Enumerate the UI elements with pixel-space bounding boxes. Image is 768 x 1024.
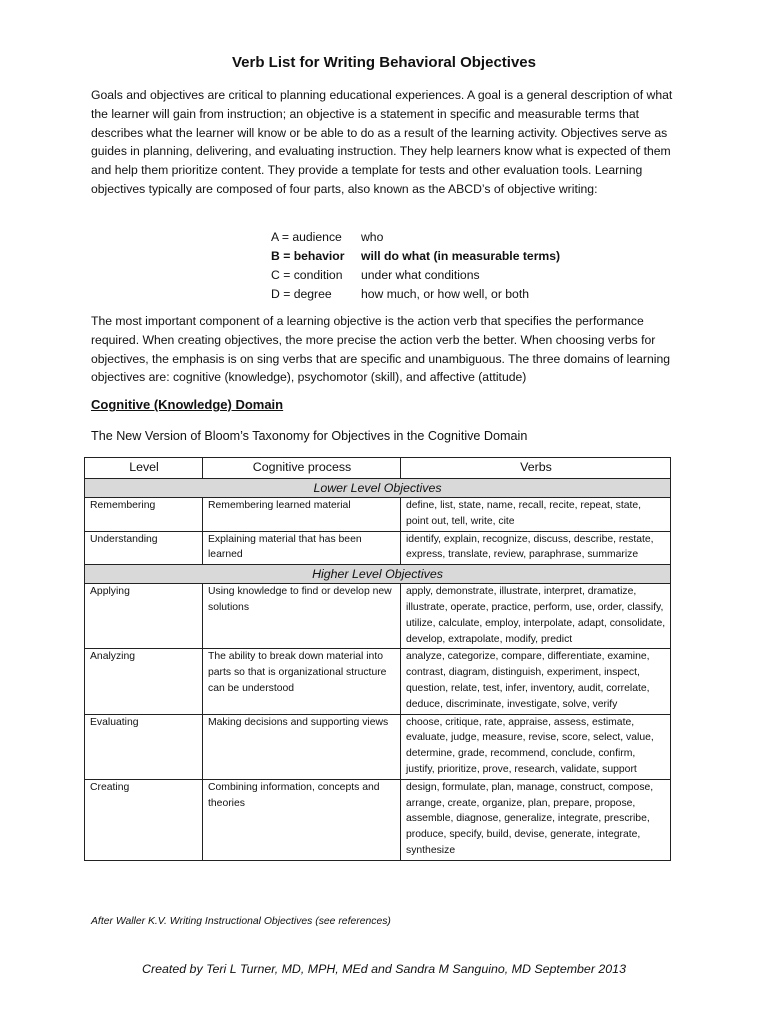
table-row [85, 714, 671, 779]
cell-level: Analyzing [85, 649, 203, 714]
cell-process: The ability to break down material into parts so that is organizational structure can be understood [203, 649, 401, 714]
table-row [85, 779, 671, 860]
table-row [85, 531, 671, 565]
table-row [85, 584, 671, 649]
cell-process: Remembering learned material [203, 498, 401, 532]
cell-verbs: apply, demonstrate, illustrate, interpret, dramatize, illustrate, operate, practice, perform, use, order, classify, utilize, calculate, employ, interpolate, adapt, consolidate, develop, extrapolate, modify, predict [401, 584, 671, 649]
cell-verbs: design, formulate, plan, manage, construct, compose, arrange, create, organize, plan, prepare, propose, assemble, diagnose, generalize, integrate, prescribe, produce, specify, build, devise, generate, integrate, synthesize [401, 779, 671, 860]
cell-process: Making decisions and supporting views [203, 714, 401, 779]
cell-process: Using knowledge to find or develop new solutions [203, 584, 401, 649]
abcd-value: will do what (in measurable terms) [361, 249, 561, 263]
table-header-row [85, 458, 671, 479]
intro-paragraph: Goals and objectives are critical to planning educational experiences. A goal is a general description of what the learner will gain from instruction; an objective is a statement in specific and measurable terms that describes what the learner will know or be able to do as a result of the learning activity. Objectives serve as guides in planning, delivering, and evaluating instruction. They help learners know what is expected of them and help them prioritize content. They provide a template for tests and other evaluation tools. Learning objectives typically are composed of four parts, also known as the ABCD’s of objective writing: [91, 88, 673, 196]
abcd-row-condition [271, 266, 560, 285]
cell-level: Remembering [85, 498, 203, 532]
cell-process: Combining information, concepts and theories [203, 779, 401, 860]
cell-verbs: identify, explain, recognize, discuss, describe, restate, express, translate, review, paraphrase, summarize [401, 531, 671, 565]
table-row [85, 649, 671, 714]
action-verb-paragraph: The most important component of a learning objective is the action verb that specifies the performance required. When creating objectives, the more precise the action verb the better. When choosing verbs for objectives, the emphasis is on sing verbs that are specific and unambiguous. The three domains of learning objectives are: cognitive (knowledge), psychomotor (skill), and affective (attitude) [91, 314, 671, 385]
abcd-row-degree [271, 285, 560, 304]
header-level: Level [85, 458, 203, 479]
cell-verbs: analyze, categorize, compare, differentiate, examine, contrast, diagram, distinguish, experiment, inspect, question, relate, test, infer, inventory, audit, correlate, deduce, discriminate, investigate, solve, verify [401, 649, 671, 714]
abcd-key: A = audience [271, 230, 342, 244]
cell-level: Understanding [85, 531, 203, 565]
footer-credit: Created by Teri L Turner, MD, MPH, MEd and Sandra M Sanguino, MD September 2013 [142, 962, 626, 976]
group-row-higher [85, 565, 671, 584]
abcd-value: under what conditions [361, 268, 480, 282]
header-cognitive-process: Cognitive process [203, 458, 401, 479]
abcd-list [271, 228, 560, 304]
blooms-taxonomy-table [84, 457, 671, 861]
abcd-row-audience [271, 228, 560, 247]
cell-level: Creating [85, 779, 203, 860]
cell-level: Evaluating [85, 714, 203, 779]
table-caption: After Waller K.V. Writing Instructional Objectives (see references) [91, 916, 391, 927]
header-verbs: Verbs [401, 458, 671, 479]
cell-verbs: choose, critique, rate, appraise, assess, estimate, evaluate, judge, measure, revise, score, select, value, determine, grade, recommend, conclude, confirm, justify, prioritize, prove, research, validate, support [401, 714, 671, 779]
cell-process: Explaining material that has been learned [203, 531, 401, 565]
section-heading: Cognitive (Knowledge) Domain [91, 397, 284, 412]
group-label: Higher Level Objectives [85, 565, 671, 584]
cell-level: Applying [85, 584, 203, 649]
bloom-heading: The New Version of Bloom’s Taxonomy for Objectives in the Cognitive Domain [91, 429, 528, 443]
group-row-lower [85, 479, 671, 498]
cell-verbs: define, list, state, name, recall, recite, repeat, state, point out, tell, write, cite [401, 498, 671, 532]
abcd-key: D = degree [271, 287, 332, 301]
group-label: Lower Level Objectives [85, 479, 671, 498]
abcd-key: C = condition [271, 268, 343, 282]
abcd-value: how much, or how well, or both [361, 287, 529, 301]
abcd-key: B = behavior [271, 249, 345, 263]
abcd-value: who [361, 230, 384, 244]
abcd-row-behavior [271, 247, 560, 266]
document-title: Verb List for Writing Behavioral Objectives [232, 54, 536, 71]
table-row [85, 498, 671, 532]
